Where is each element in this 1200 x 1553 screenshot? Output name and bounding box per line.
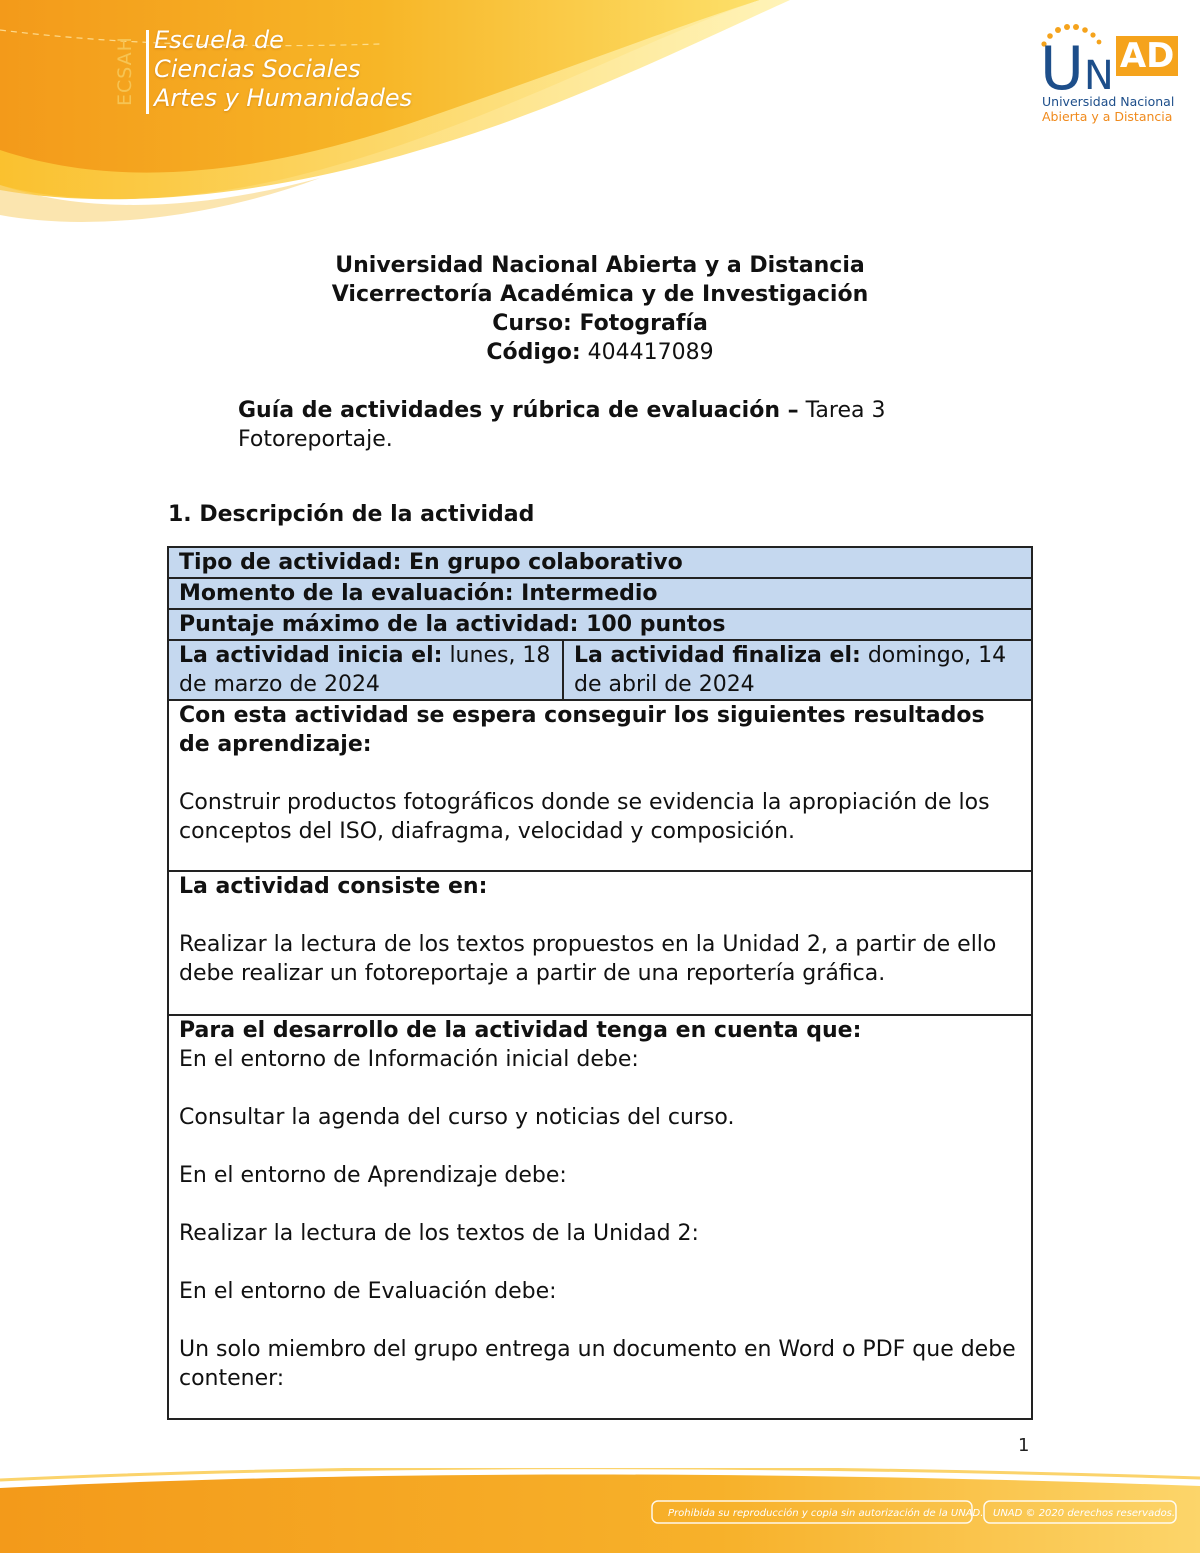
logo-subtitle-1: Universidad Nacional [1042,94,1175,109]
end-date [564,641,1031,699]
footer-rights-notice: UNAD © 2020 derechos reservados. [993,1508,1176,1519]
consists-text: Realizar la lectura de los textos propuestos en la Unidad 2, a partir de ello debe realizar un fotoreportaje a partir de una reportería gráfica. [179,932,997,986]
evaluation-moment: Momento de la evaluación: Intermedio [179,581,658,606]
logo-letters-ad: AD [1116,36,1179,76]
development-item: Consultar la agenda del curso y noticias del curso. [179,1105,735,1130]
development-item: En el entorno de Evaluación debe: [179,1279,557,1304]
activity-type: Tipo de actividad: En grupo colaborativo [179,550,683,575]
logo-subtitle-2: Abierta y a Distancia [1042,109,1173,124]
university-name: Universidad Nacional Abierta y a Distancia [335,253,865,278]
start-date-label: La actividad inicia el: [179,643,443,668]
development-item: En el entorno de Información inicial debe: [179,1047,639,1072]
vice-rectorate: Vicerrectoría Académica y de Investigación [331,282,869,307]
school-name-line: Ciencias Sociales [154,55,361,83]
table-row [169,548,1031,579]
development-item: En el entorno de Aprendizaje debe: [179,1163,567,1188]
end-date-value: domingo, 14 de abril de 2024 [574,643,1007,697]
start-date-value: lunes, 18 de marzo de 2024 [179,643,551,697]
school-name [154,26,412,113]
end-date-label: La actividad finaliza el: [574,643,861,668]
course-code-label: Código: [486,340,581,365]
development-item: Realizar la lectura de los textos de la Unidad 2: [179,1221,699,1246]
table-row [169,579,1031,610]
table-row-development [169,1016,1031,1418]
page-number: 1 [1018,1435,1030,1456]
guide-title-bold: Guía de actividades y rúbrica de evaluación – [238,398,799,423]
unad-logo [1036,24,1175,134]
table-row [169,610,1031,641]
school-separator [146,30,149,114]
logo-letter-u: U [1040,34,1084,104]
table-row-consists [169,872,1031,1016]
school-name-line: Artes y Humanidades [154,84,413,112]
consists-heading: La actividad consiste en: [179,874,488,899]
start-date-cell [169,641,564,699]
table-row-outcomes [169,701,1031,872]
document-title [0,251,1200,367]
course-code [0,338,1200,367]
outcomes-text: Construir productos fotográficos donde se evidencia la apropiación de los conceptos del ISO, diafragma, velocidad y composición. [179,790,990,844]
course-code-value: 404417089 [580,340,714,365]
development-cell [169,1016,1031,1393]
school-name-line: Escuela de [154,26,284,54]
outcomes-heading: Con esta actividad se espera conseguir los siguientes resultados de aprendizaje: [179,703,985,757]
max-score: Puntaje máximo de la actividad: 100 puntos [179,612,726,637]
guide-title-task: Tarea 3 Fotoreportaje. [238,398,886,452]
development-item: Un solo miembro del grupo entrega un documento en Word o PDF que debe contener: [179,1337,1016,1391]
logo-letter-n: N [1083,53,1114,99]
consists-cell [169,872,1031,988]
section-heading: 1. Descripción de la actividad [168,502,535,527]
footer-copyright-notice: Prohibida su reproducción y copia sin autorización de la UNAD. [668,1508,984,1519]
table-row-dates [169,641,1031,701]
activity-table [167,546,1033,1420]
start-date [169,641,562,699]
course-name: Curso: Fotografía [492,311,708,336]
school-acronym: ECSAH [114,36,136,106]
outcomes-cell [169,701,1031,846]
development-heading: Para el desarrollo de la actividad tenga en cuenta que: [179,1018,862,1043]
guide-title [238,396,978,454]
end-date-cell [564,641,1031,699]
